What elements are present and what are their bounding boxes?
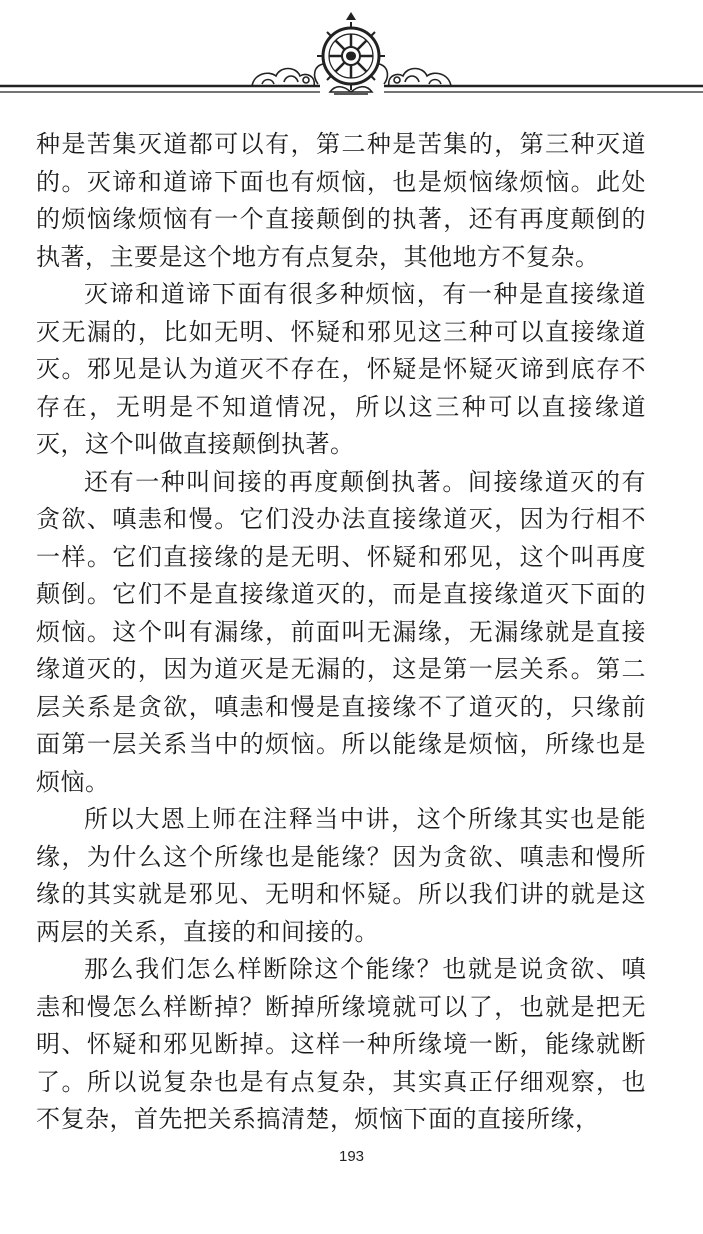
left-cloud-icon xyxy=(252,69,314,87)
page-number: 193 xyxy=(338,1148,365,1165)
paragraph: 还有一种叫间接的再度颠倒执著。间接缘道灭的有贪欲、嗔恚和慢。它们没办法直接缘道灭，因为行相不一样。它们直接缘的是无明、怀疑和邪见，这个叫再度颠倒。它们不是直接缘道灭的，而是直接缘道灭下面的烦恼。这个叫有漏缘，前面叫无漏缘，无漏缘就是直接缘道灭的，因为道灭是无漏的，这是第一层关系。第二层关系是贪欲，嗔恚和慢是直接缘不了道灭的，只缘前面第一层关系当中的烦恼。所以能缘是烦恼，所缘也是烦恼。 xyxy=(36,467,646,796)
page-header xyxy=(0,0,703,110)
right-cloud-icon xyxy=(389,69,451,87)
paragraph: 种是苦集灭道都可以有，第二种是苦集的，第三种灭道的。灭谛和道谛下面也有烦恼，也是烦恼缘烦恼。此处的烦恼缘烦恼有一个直接颠倒的执著，还有再度颠倒的执著，主要是这个地方有点复杂，其他地方不复杂。 xyxy=(36,130,646,271)
paragraph: 灭谛和道谛下面有很多种烦恼，有一种是直接缘道灭无漏的，比如无明、怀疑和邪见这三种可以直接缘道灭。邪见是认为道灭不存在，怀疑是怀疑灭谛到底存不存在，无明是不知道情况，所以这三种可以直接缘道灭，这个叫做直接颠倒执著。 xyxy=(36,280,646,458)
paragraph: 所以大恩上师在注释当中讲，这个所缘其实也是能缘，为什么这个所缘也是能缘？因为贪欲、嗔恚和慢所缘的其实就是邪见、无明和怀疑。所以我们讲的就是这两层的关系，直接的和间接的。 xyxy=(36,805,646,946)
dharma-wheel-ornament xyxy=(0,0,703,110)
dharma-wheel-icon xyxy=(315,12,388,94)
body-text xyxy=(36,126,646,1139)
paragraph: 那么我们怎么样断除这个能缘？也就是说贪欲、嗔恚和慢怎么样断掉？断掉所缘境就可以了，也就是把无明、怀疑和邪见断掉。这样一种所缘境一断，能缘就断了。所以说复杂也是有点复杂，其实真正仔细观察，也不复杂，首先把关系搞清楚，烦恼下面的直接所缘， xyxy=(36,955,646,1133)
